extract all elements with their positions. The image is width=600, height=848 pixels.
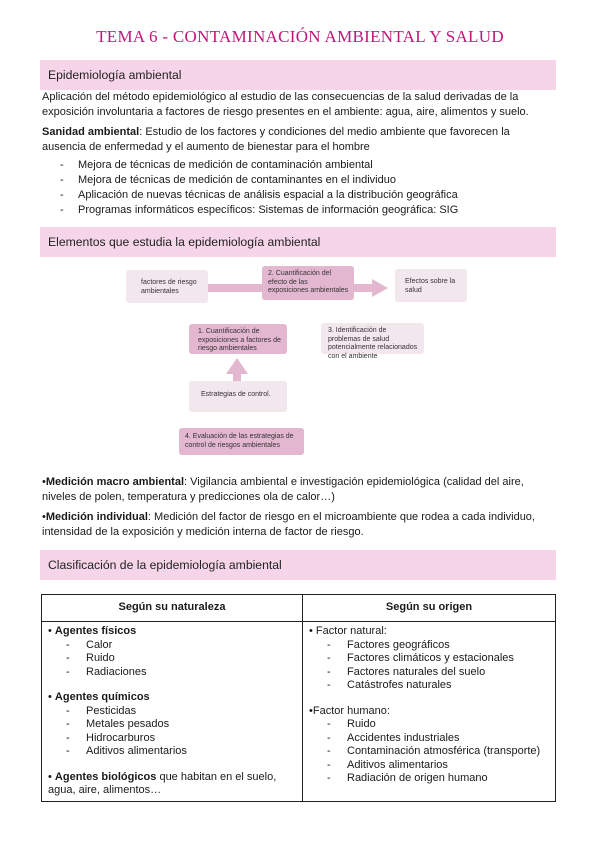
list-item: - Radiación de origen humano xyxy=(309,772,549,786)
list-item: - Radiaciones xyxy=(48,666,296,680)
arrow-up xyxy=(226,358,248,381)
box-efectos-salud: Efectos sobre la salud xyxy=(395,269,467,302)
macro-text: : Vigilancia ambiental e investigación epidemiológica (calidad del aire, niveles de polen, temperatura y predicciones ola de calor…) xyxy=(42,476,524,503)
cell-origen: • Factor natural: - Factores geográficos - Factores climáticos y estacionales - Factores naturales del suelo - Catástrofes naturales •Factor humano: - Ruido - Accidentes industriales - Contaminación atmosférica (transporte) - Aditivos alimentarios - Radiación de origen humano xyxy=(303,622,556,802)
list-item: - Programas informáticos específicos: Sistemas de información geográfica: SIG xyxy=(42,203,554,218)
list-item: - Catástrofes naturales xyxy=(309,679,549,693)
humano-label: Factor humano: xyxy=(312,704,390,717)
biologicos-text: que habitan en el suelo, agua, aire, alimentos… xyxy=(48,770,277,796)
list-item: - Contaminación atmosférica (transporte) xyxy=(309,745,549,759)
list-item: - Mejora de técnicas de medición de contaminantes en el individuo xyxy=(42,173,554,188)
fisicos-label: Agentes físicos xyxy=(54,625,137,637)
list-item: - Pesticidas xyxy=(48,705,296,719)
list-item: - Factores climáticos y estacionales xyxy=(309,652,549,666)
fisicos-list xyxy=(48,639,296,680)
sanidad-term: Sanidad ambiental xyxy=(42,126,140,138)
macro-term: Medición macro ambiental xyxy=(45,476,185,488)
box-evaluacion-estrategias: 4. Evaluación de las estrategias de control de riesgos ambientales xyxy=(179,428,304,455)
quimicos-label: Agentes químicos xyxy=(54,691,150,703)
definition-paragraph: Aplicación del método epidemiológico al estudio de las consecuencias de la salud derivadas de la exposición involuntaria a factores de riesgo presentes en el ambiente: agua, aire, alimentos y suelo. xyxy=(42,91,529,118)
section-heading-epidemiologia: Epidemiología ambiental xyxy=(40,60,556,90)
box-estrategias-control: Estrategias de control. xyxy=(189,381,287,412)
quimicos-list xyxy=(48,705,296,759)
individual-term: Medición individual xyxy=(45,511,148,523)
box-cuantificacion-exposiciones: 1. Cuantificación de exposiciones a factores de riesgo ambientales xyxy=(189,324,287,354)
sanidad-text: : Estudio de los factores y condiciones del medio ambiente que favorecen la ausencia de enfermedad y el aumento de bienestar para el hombre xyxy=(42,126,510,153)
macro-paragraph: •Medición macro ambiental: Vigilancia ambiental e investigación epidemiológica (calidad del aire, niveles de polen, temperatura y predicciones ola de calor…) xyxy=(42,476,524,503)
list-item: - Hidrocarburos xyxy=(48,732,296,746)
natural-list xyxy=(309,639,549,693)
list-item: - Mejora de técnicas de medición de contaminación ambiental xyxy=(42,158,554,173)
page-title: TEMA 6 - CONTAMINACIÓN AMBIENTAL Y SALUD xyxy=(96,27,504,46)
box-identificacion-problemas: 3. Identificación de problemas de salud potencialmente relacionados con el ambiente xyxy=(321,323,424,354)
humano-list xyxy=(309,718,549,786)
list-item: - Aplicación de nuevas técnicas de análisis espacial a la distribución geográfica xyxy=(42,188,554,203)
list-item: - Accidentes industriales xyxy=(309,732,549,746)
natural-label: Factor natural: xyxy=(315,625,387,637)
list-item: - Aditivos alimentarios xyxy=(309,759,549,773)
list-item: - Aditivos alimentarios xyxy=(48,745,296,759)
cell-naturaleza: • Agentes físicos - Calor - Ruido - Radiaciones • Agentes químicos - Pesticidas - Metales pesados - Hidrocarburos - Aditivos alimentarios • Agentes biológicos que habitan en el suelo, agua, aire, alimentos… xyxy=(42,622,303,802)
biologicos-label: Agentes biológicos xyxy=(54,770,157,783)
list-item: - Metales pesados xyxy=(48,718,296,732)
column-header-naturaleza: Según su naturaleza xyxy=(42,595,303,622)
list-item: - Ruido xyxy=(309,718,549,732)
box-factores-riesgo: factores de riesgo ambientales xyxy=(126,270,208,303)
list-item: - Ruido xyxy=(48,652,296,666)
section-heading-elementos: Elementos que estudia la epidemiología ambiental xyxy=(40,227,556,257)
list-item: - Factores geográficos xyxy=(309,639,549,653)
individual-paragraph: •Medición individual: Medición del factor de riesgo en el microambiente que rodea a cada individuo, intensidad de la exposición y medición interna de factor de riesgo. xyxy=(42,511,535,538)
classification-table xyxy=(41,594,556,802)
section-heading-clasificacion: Clasificación de la epidemiología ambiental xyxy=(40,550,556,580)
box-cuantificacion-efecto: 2. Cuantificación del efecto de las exposiciones ambientales xyxy=(262,266,354,300)
column-header-origen: Según su origen xyxy=(303,595,556,622)
list-item: - Factores naturales del suelo xyxy=(309,666,549,680)
individual-text: : Medición del factor de riesgo en el microambiente que rodea a cada individuo, intensidad de la exposición y medición interna de factor de riesgo. xyxy=(42,511,535,538)
list-item: - Calor xyxy=(48,639,296,653)
